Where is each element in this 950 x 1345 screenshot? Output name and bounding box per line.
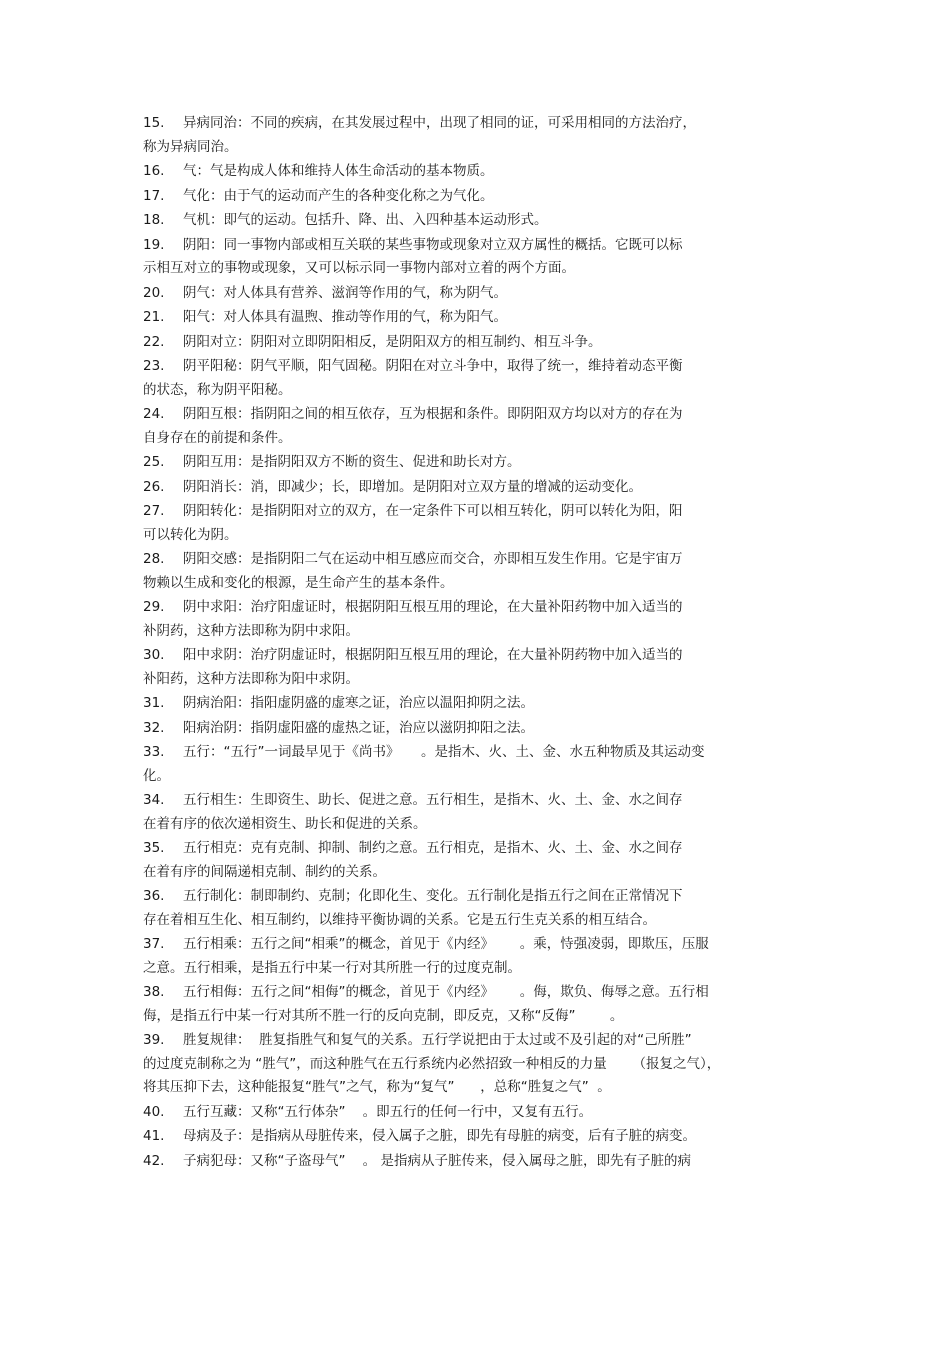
glossary-entry [143, 185, 823, 209]
entry-text: 的过度克制称之为 “胜气”，而这种胜气在五行系统内必然招致一种相反的力量 （报复之气）， [143, 1055, 721, 1072]
entry-line [143, 548, 823, 572]
entry-number: 31. [143, 695, 165, 711]
entry-number: 19. [143, 236, 165, 253]
entry-number: 15. [143, 115, 165, 131]
entry-number: 38. [143, 984, 165, 1000]
entry-line [143, 1076, 823, 1100]
entry-number: 30. [143, 647, 165, 663]
entry-line [143, 379, 823, 403]
entry-text: 五行相生：生即资生、助长、促进之意。五行相生，是指木、火、土、金、水之间存 [183, 792, 683, 808]
glossary-entry [143, 981, 823, 1028]
entry-line [143, 282, 823, 306]
entry-line [143, 306, 823, 330]
entry-number: 33. [143, 744, 165, 760]
entry-text: 胜复规律： 胜复指胜气和复气的关系。五行学说把由于太过或不及引起的对“己所胜” [183, 1032, 692, 1048]
entry-line [143, 500, 823, 524]
entry-number: 16. [143, 163, 165, 179]
entry-text: 阴阳互用：是指阴阳双方不断的资生、促进和助长对方。 [183, 454, 521, 470]
entry-text: 阴病治阳：指阳虚阴盛的虚寒之证，治应以温阳抑阴之法。 [183, 695, 534, 711]
entry-text: 阴平阳秘：阴气平顺，阳气固秘。阴阳在对立斗争中，取得了统一，维持着动态平衡 [183, 358, 683, 374]
glossary-entry [143, 476, 823, 500]
glossary-entry [143, 1029, 823, 1100]
glossary-entry [143, 112, 823, 159]
entry-line [143, 885, 823, 909]
entry-text: 五行相侮：五行之间“相侮”的概念，首见于《内经》 。侮，欺负、侮辱之意。五行相 [183, 984, 709, 1000]
glossary-list [143, 112, 823, 1174]
entry-text: 阴气：对人体具有营养、滋润等作用的气，称为阴气。 [183, 284, 507, 301]
entry-number: 42. [143, 1152, 165, 1169]
entry-line [143, 234, 823, 258]
entry-line [143, 355, 823, 379]
entry-text: 五行相乘：五行之间“相乘”的概念，首见于《内经》 。乘，恃强凌弱，即欺压，压服 [183, 936, 709, 952]
entry-number: 41. [143, 1128, 165, 1144]
entry-number: 35. [143, 840, 165, 856]
entry-line [143, 741, 823, 765]
entry-text: 阴阳交感：是指阴阳二气在运动中相互感应而交合，亦即相互发生作用。它是宇宙万 [183, 551, 683, 567]
entry-text: 之意。五行相乘，是指五行中某一行对其所胜一行的过度克制。 [143, 959, 521, 976]
entry-number: 28. [143, 551, 165, 567]
entry-text: 母病及子：是指病从母脏传来，侵入属子之脏，即先有母脏的病变，后有子脏的病变。 [183, 1128, 696, 1144]
entry-line [143, 112, 823, 136]
entry-line [143, 572, 823, 596]
entry-line [143, 209, 823, 233]
glossary-entry [143, 500, 823, 547]
entry-text: 阴阳互根：指阴阳之间的相互依存，互为根据和条件。即阴阳双方均以对方的存在为 [183, 406, 683, 422]
entry-line [143, 813, 823, 837]
entry-line [143, 933, 823, 957]
entry-text: 可以转化为阴。 [143, 526, 238, 543]
entry-line [143, 1053, 823, 1077]
entry-text: 在着有序的间隔递相克制、制约的关系。 [143, 863, 386, 880]
entry-text: 气化：由于气的运动而产生的各种变化称之为气化。 [183, 187, 494, 204]
entry-text: 自身存在的前提和条件。 [143, 429, 292, 446]
glossary-entry [143, 789, 823, 836]
glossary-entry [143, 306, 823, 330]
glossary-entry [143, 885, 823, 932]
entry-number: 20. [143, 284, 165, 301]
entry-text: 在着有序的依次递相资生、助长和促进的关系。 [143, 815, 427, 832]
entry-text: 阴阳：同一事物内部或相互关联的某些事物或现象对立双方属性的概括。它既可以标 [183, 236, 683, 253]
entry-text: 五行制化：制即制约、克制；化即化生、变化。五行制化是指五行之间在正常情况下 [183, 888, 683, 904]
entry-line [143, 861, 823, 885]
glossary-entry [143, 331, 823, 355]
entry-line [143, 596, 823, 620]
entry-text: 阴阳对立：阴阳对立即阴阳相反，是阴阳双方的相互制约、相互斗争。 [183, 333, 602, 350]
entry-text: 的状态，称为阴平阳秘。 [143, 381, 292, 398]
entry-text: 阴阳消长：消，即减少；长，即增加。是阴阳对立双方量的增减的运动变化。 [183, 478, 642, 495]
entry-text: 五行：“五行”一词最早见于《尚书》 。是指木、火、土、金、水五种物质及其运动变 [183, 744, 705, 760]
glossary-entry [143, 692, 823, 716]
entry-text: 阳气：对人体具有温煦、推动等作用的气，称为阳气。 [183, 309, 507, 325]
entry-text: 阳中求阴：治疗阴虚证时，根据阴阳互根互用的理论，在大量补阴药物中加入适当的 [183, 647, 683, 663]
entry-line [143, 668, 823, 692]
entry-line [143, 160, 823, 184]
entry-number: 36. [143, 888, 165, 904]
glossary-entry [143, 548, 823, 595]
entry-number: 25. [143, 454, 165, 470]
entry-number: 40. [143, 1103, 165, 1120]
entry-text: 阴中求阳：治疗阳虚证时，根据阴阳互根互用的理论，在大量补阳药物中加入适当的 [183, 599, 683, 615]
entry-line [143, 620, 823, 644]
entry-text: 阴阳转化：是指阴阳对立的双方，在一定条件下可以相互转化，阴可以转化为阳，阳 [183, 503, 683, 519]
entry-line [143, 427, 823, 451]
glossary-entry [143, 1101, 823, 1125]
entry-number: 39. [143, 1032, 165, 1048]
entry-text: 气：气是构成人体和维持人体生命活动的基本物质。 [183, 163, 494, 179]
entry-text: 五行互藏：又称“五行体杂” 。即五行的任何一行中，又复有五行。 [183, 1103, 593, 1120]
entry-line [143, 717, 823, 741]
entry-line [143, 692, 823, 716]
entry-line [143, 909, 823, 933]
glossary-entry [143, 282, 823, 306]
glossary-entry [143, 596, 823, 643]
entry-text: 阳病治阴：指阴虚阳盛的虚热之证，治应以滋阴抑阳之法。 [183, 719, 534, 736]
entry-text: 化。 [143, 767, 170, 784]
entry-line [143, 1150, 823, 1174]
glossary-entry [143, 741, 823, 788]
entry-line [143, 476, 823, 500]
entry-line [143, 981, 823, 1005]
entry-line [143, 644, 823, 668]
entry-line [143, 403, 823, 427]
entry-text: 补阴药，这种方法即称为阴中求阳。 [143, 622, 359, 639]
entry-text: 补阳药，这种方法即称为阳中求阴。 [143, 670, 359, 687]
entry-number: 22. [143, 333, 165, 350]
glossary-entry [143, 837, 823, 884]
glossary-entry [143, 933, 823, 980]
entry-number: 18. [143, 212, 165, 228]
entry-line [143, 765, 823, 789]
entry-text: 将其压抑下去，这种能报复“胜气”之气，称为“复气” ，总称“胜复之气” 。 [143, 1079, 611, 1095]
entry-number: 17. [143, 187, 165, 204]
entry-line [143, 257, 823, 281]
entry-line [143, 331, 823, 355]
entry-line [143, 185, 823, 209]
entry-number: 21. [143, 309, 165, 325]
entry-text: 侮，是指五行中某一行对其所不胜一行的反向克制，即反克，又称“反侮” 。 [143, 1007, 624, 1024]
entry-number: 23. [143, 358, 165, 374]
glossary-entry [143, 355, 823, 402]
entry-number: 24. [143, 406, 165, 422]
entry-text: 子病犯母：又称“子盗母气” 。 是指病从子脏传来，侵入属母之脏，即先有子脏的病 [183, 1152, 691, 1169]
glossary-entry [143, 717, 823, 741]
glossary-entry [143, 1125, 823, 1149]
glossary-entry [143, 451, 823, 475]
glossary-entry [143, 234, 823, 281]
entry-line [143, 1125, 823, 1149]
entry-text: 示相互对立的事物或现象，又可以标示同一事物内部对立着的两个方面。 [143, 260, 575, 276]
entry-number: 34. [143, 792, 165, 808]
entry-line [143, 1005, 823, 1029]
entry-number: 29. [143, 599, 165, 615]
entry-text: 异病同治：不同的疾病，在其发展过程中，出现了相同的证，可采用相同的方法治疗， [183, 115, 696, 131]
entry-number: 37. [143, 936, 165, 952]
glossary-entry [143, 209, 823, 233]
entry-line [143, 957, 823, 981]
glossary-entry [143, 160, 823, 184]
entry-line [143, 837, 823, 861]
entry-line [143, 524, 823, 548]
entry-line [143, 1101, 823, 1125]
entry-text: 五行相克：克有克制、抑制、制约之意。五行相克，是指木、火、土、金、水之间存 [183, 840, 683, 856]
glossary-entry [143, 403, 823, 450]
entry-text: 称为异病同治。 [143, 138, 238, 155]
entry-text: 气机：即气的运动。包括升、降、出、入四种基本运动形式。 [183, 212, 548, 228]
glossary-entry [143, 644, 823, 691]
entry-line [143, 136, 823, 160]
entry-number: 32. [143, 719, 165, 736]
entry-line [143, 451, 823, 475]
entry-line [143, 789, 823, 813]
glossary-entry [143, 1150, 823, 1174]
entry-text: 物赖以生成和变化的根源，是生命产生的基本条件。 [143, 574, 454, 591]
entry-text: 存在着相互生化、相互制约，以维持平衡协调的关系。它是五行生克关系的相互结合。 [143, 911, 656, 928]
entry-number: 27. [143, 503, 165, 519]
entry-line [143, 1029, 823, 1053]
entry-number: 26. [143, 478, 165, 495]
